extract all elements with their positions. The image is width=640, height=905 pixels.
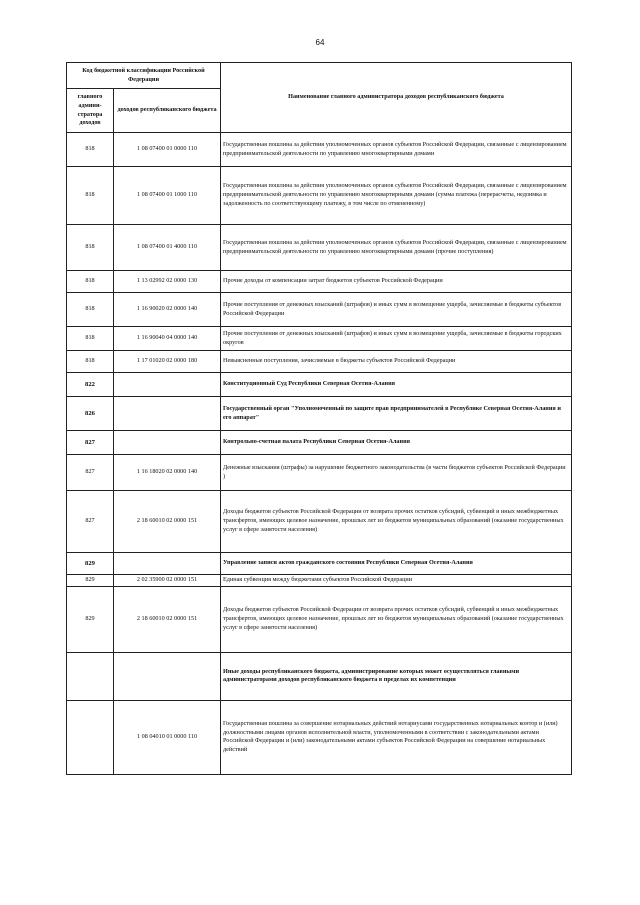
cell-admin-code: 829	[67, 575, 114, 587]
cell-income-code: 1 08 07400 01 4000 110	[114, 225, 221, 271]
cell-admin-code: 818	[67, 351, 114, 373]
table-row	[67, 133, 572, 167]
cell-name: Государственный орган "Уполномоченный по защите прав предпринимателей в Республике Северная Осетия-Алания и его аппарат"	[221, 397, 572, 431]
budget-classification-table	[66, 62, 572, 775]
cell-admin-code: 818	[67, 327, 114, 351]
cell-name: Государственная пошлина за действия уполномоченных органов субъектов Российской Федерации, связанные с лицензированием предпринимательской деятельности по управлению многоквартирными домами (прочие поступления)	[221, 225, 572, 271]
cell-income-code	[114, 397, 221, 431]
cell-income-code: 1 16 90040 04 0000 140	[114, 327, 221, 351]
cell-name: Единая субвенция между бюджетами субъектов Российской Федерации	[221, 575, 572, 587]
cell-name: Контрольно-счетная палата Республики Северная Осетия-Алания	[221, 431, 572, 455]
cell-name: Управление записи актов гражданского состояния Республики Северная Осетия-Алания	[221, 553, 572, 575]
table-row	[67, 491, 572, 553]
header-col-income: доходов республиканского бюджета	[114, 89, 221, 133]
cell-income-code: 2 18 60010 02 0000 151	[114, 586, 221, 652]
cell-name: Прочие доходы от компенсации затрат бюджетов субъектов Российской Федерации	[221, 271, 572, 293]
cell-income-code: 1 16 18020 02 0000 140	[114, 455, 221, 491]
cell-admin-code: 827	[67, 491, 114, 553]
cell-admin-code: 827	[67, 431, 114, 455]
cell-admin-code	[67, 700, 114, 774]
cell-income-code: 2 18 60010 02 0000 151	[114, 491, 221, 553]
table-row	[67, 431, 572, 455]
cell-income-code: 1 08 04010 01 0000 110	[114, 700, 221, 774]
table-row	[67, 167, 572, 225]
cell-admin-code: 818	[67, 225, 114, 271]
cell-name: Доходы бюджетов субъектов Российской Федерации от возврата прочих остатков субсидий, субвенций и иных межбюджетных трансфертов, имеющих целевое назначение, прошлых лет из бюджетов муниципальных образований (оказание государственных услуг в сфере занятости населения)	[221, 491, 572, 553]
page-number: 64	[315, 38, 325, 47]
table-row	[67, 700, 572, 774]
table-row	[67, 586, 572, 652]
cell-admin-code: 818	[67, 293, 114, 327]
table-row	[67, 327, 572, 351]
cell-income-code	[114, 652, 221, 700]
cell-admin-code: 818	[67, 167, 114, 225]
cell-admin-code: 822	[67, 373, 114, 397]
cell-income-code	[114, 373, 221, 397]
table-row	[67, 293, 572, 327]
cell-admin-code: 827	[67, 455, 114, 491]
table-row	[67, 225, 572, 271]
cell-admin-code: 818	[67, 133, 114, 167]
cell-name: Доходы бюджетов субъектов Российской Федерации от возврата прочих остатков субсидий, субвенций и иных межбюджетных трансфертов, имеющих целевое назначение, прошлых лет из бюджетов муниципальных образований (оказание государственных услуг в сфере занятости населения)	[221, 586, 572, 652]
cell-name: Иные доходы республиканского бюджета, администрирование которых может осуществляться главными администраторами доходов республиканского бюджета в пределах их компетенции	[221, 652, 572, 700]
table-row	[67, 652, 572, 700]
table-row	[67, 397, 572, 431]
table-header	[67, 63, 572, 133]
cell-income-code	[114, 431, 221, 455]
table-row	[67, 575, 572, 587]
cell-income-code: 1 08 07400 01 0000 110	[114, 133, 221, 167]
cell-admin-code: 829	[67, 553, 114, 575]
cell-name: Государственная пошлина за действия уполномоченных органов субъектов Российской Федерации, связанные с лицензированием предпринимательской деятельности по управлению многоквартирными домами (сумма платежа (перерасчеты, недоимка и задолженность по соответствующему платежу, в том числе по отмененному)	[221, 167, 572, 225]
table-body	[67, 133, 572, 775]
cell-name: Государственная пошлина за совершение нотариальных действий нотариусами государственных нотариальных контор и (или) должностными лицами органов исполнительной власти, уполномоченными в соответствии с законодательными актами Российской Федерации и (или) законодательными актами субъектов Российской Федерации на совершение нотариальных действий	[221, 700, 572, 774]
table-row	[67, 351, 572, 373]
cell-admin-code: 826	[67, 397, 114, 431]
table-row	[67, 455, 572, 491]
cell-name: Государственная пошлина за действия уполномоченных органов субъектов Российской Федерации, связанные с лицензированием предпринимательской деятельности по управлению многоквартирными домами	[221, 133, 572, 167]
table-row	[67, 553, 572, 575]
header-group-title: Код бюджетной классификации Российской Федерации	[67, 63, 221, 89]
cell-admin-code: 818	[67, 271, 114, 293]
cell-income-code: 1 13 02992 02 0000 130	[114, 271, 221, 293]
cell-income-code: 1 08 07400 01 1000 110	[114, 167, 221, 225]
cell-income-code	[114, 553, 221, 575]
cell-name: Денежные взыскания (штрафы) за нарушение бюджетного законодательства (в части бюджетов субъектов Российской Федерации )	[221, 455, 572, 491]
cell-admin-code: 829	[67, 586, 114, 652]
cell-income-code: 1 17 01020 02 0000 180	[114, 351, 221, 373]
cell-admin-code	[67, 652, 114, 700]
table-row	[67, 373, 572, 397]
cell-income-code: 2 02 35900 02 0000 151	[114, 575, 221, 587]
cell-name: Невыясненные поступления, зачисляемые в бюджеты субъектов Российской Федерации	[221, 351, 572, 373]
header-col-admin: главного админи-стратора доходов	[67, 89, 114, 133]
cell-income-code: 1 16 90020 02 0000 140	[114, 293, 221, 327]
header-col-name: Наименование главного администратора доходов республиканского бюджета	[221, 63, 572, 133]
cell-name: Конституционный Суд Республики Северная Осетия-Алания	[221, 373, 572, 397]
cell-name: Прочие поступления от денежных взысканий (штрафов) и иных сумм в возмещение ущерба, зачисляемые в бюджеты городских округов	[221, 327, 572, 351]
cell-name: Прочие поступления от денежных взысканий (штрафов) и иных сумм в возмещение ущерба, зачисляемые в бюджеты субъектов Российской Федерации	[221, 293, 572, 327]
table-row	[67, 271, 572, 293]
